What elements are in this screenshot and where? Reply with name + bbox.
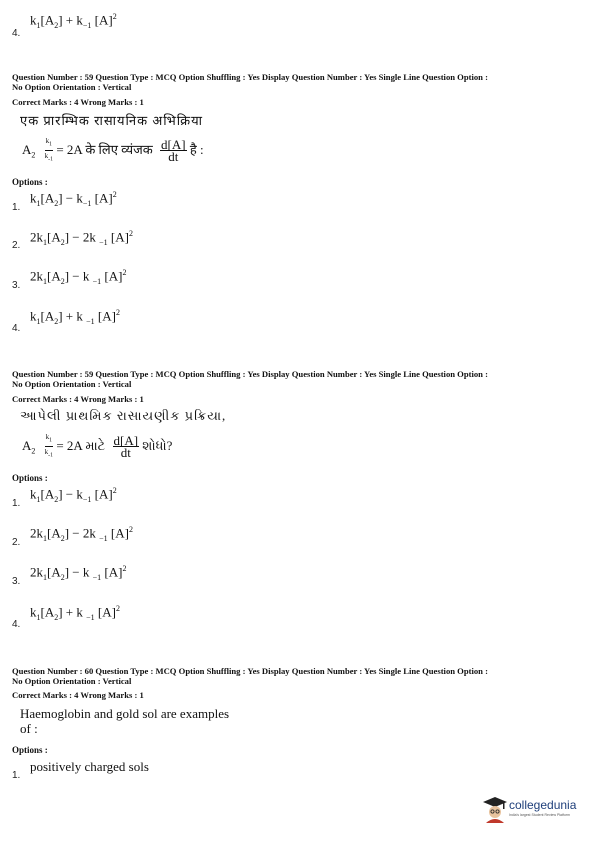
- option-number: 4.: [12, 323, 21, 334]
- marks-line: Correct Marks : 4 Wrong Marks : 1: [12, 97, 144, 107]
- option-number: 1.: [12, 202, 21, 213]
- option-text: $k_1[A_2] + k$ $_{-1}$ $[A]^2$: [30, 604, 120, 622]
- marks-line: Correct Marks : 4 Wrong Marks : 1: [12, 690, 144, 700]
- option-text: $k_1[A_2] - k_{-1}$ $[A]^2$: [30, 190, 117, 208]
- option-text: $k_1[A_2] + k_{-1}$ $[A]^2$: [30, 12, 117, 30]
- question-meta: [12, 667, 488, 686]
- option-number: 3.: [12, 576, 21, 587]
- question-text: एक प्रारम्भिक रासायनिक अभिक्रिया: [20, 113, 204, 128]
- question-meta: [12, 73, 488, 92]
- option-text: $2k_1[A_2] - k$ $_{-1}$ $[A]^2$: [30, 564, 127, 582]
- question-meta: [12, 370, 488, 389]
- meta-line: Question Number : 60 Question Type : MCQ Option Shuffling : Yes Display Question Number : Yes Single Line Question Option :: [12, 666, 488, 676]
- option-number: 2.: [12, 240, 21, 251]
- option-number: 1.: [12, 770, 21, 781]
- question-line: Haemoglobin and gold sol are examples: [20, 706, 230, 721]
- option-text: $k_1[A_2] + k$ $_{-1}$ $[A]^2$: [30, 308, 120, 326]
- meta-line: No Option Orientation : Vertical: [12, 675, 132, 686]
- question-mid: = 2A માટે: [56, 437, 106, 453]
- question-end: है :: [189, 141, 204, 157]
- question-text: [20, 706, 229, 736]
- option-number: 4.: [12, 619, 21, 630]
- meta-line: No Option Orientation : Vertical: [12, 81, 132, 92]
- meta-line: Question Number : 59 Question Type : MCQ Option Shuffling : Yes Display Question Number : Yes Single Line Question Option :: [12, 72, 488, 82]
- collegedunia-logo: [482, 795, 582, 825]
- logo-tagline: India's largest Student Review Platform: [509, 813, 570, 817]
- option-text: $k_1[A_2] - k_{-1}$ $[A]^2$: [30, 486, 117, 504]
- options-label: Options :: [12, 745, 48, 755]
- graduate-icon: [482, 795, 508, 823]
- logo-name: collegedunia: [509, 798, 577, 812]
- question-equation: $A_2$ $\frac{k_1}{k_{-1}}$ = 2A के लिए व्यंजक $\frac{d[A]}{dt}$ है :: [22, 137, 204, 165]
- question-line: of :: [20, 721, 38, 736]
- meta-line: No Option Orientation : Vertical: [12, 378, 132, 389]
- option-text: $2k_1[A_2] - 2k$ $_{-1}$ $[A]^2$: [30, 229, 133, 247]
- option-number: 4.: [12, 28, 21, 39]
- option-number: 1.: [12, 498, 21, 509]
- meta-line: Question Number : 59 Question Type : MCQ Option Shuffling : Yes Display Question Number : Yes Single Line Question Option :: [12, 369, 488, 379]
- marks-line: Correct Marks : 4 Wrong Marks : 1: [12, 394, 144, 404]
- question-text: આપેલી પ્રાથમિક રાસાયણીક પ્રક્રિયા,: [20, 408, 227, 423]
- option-text: positively charged sols: [30, 759, 149, 774]
- question-equation: $A_2$ $\frac{k_1}{k_{-1}}$ = 2A માટે $\frac{d[A]}{dt}$ શોધો?: [22, 433, 173, 461]
- options-label: Options :: [12, 473, 48, 483]
- question-end: શોધો?: [142, 437, 173, 453]
- question-mid: = 2A के लिए व्यंजक: [56, 141, 153, 157]
- option-text: $2k_1[A_2] - 2k$ $_{-1}$ $[A]^2$: [30, 525, 133, 543]
- option-number: 2.: [12, 537, 21, 548]
- options-label: Options :: [12, 177, 48, 187]
- option-number: 3.: [12, 280, 21, 291]
- option-text: $2k_1[A_2] - k$ $_{-1}$ $[A]^2$: [30, 268, 127, 286]
